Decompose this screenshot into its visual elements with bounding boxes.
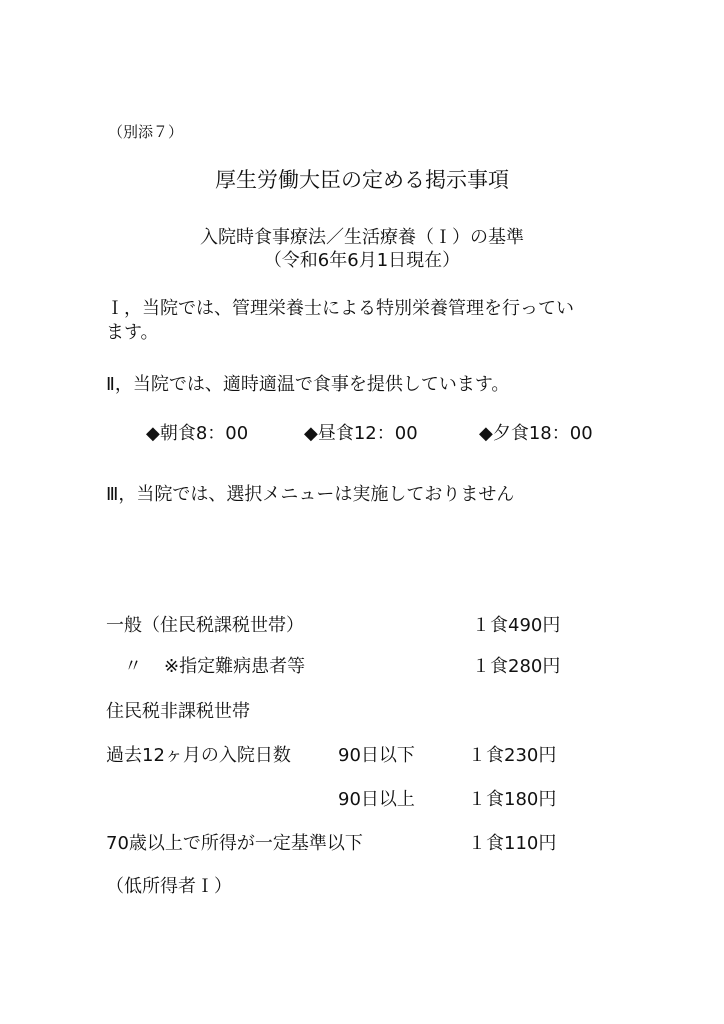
fee-intractable-price: １食280円 xyxy=(472,656,561,677)
fee-days-label: 過去12ヶ月の入院日数 xyxy=(106,745,291,766)
fee-elderly-label: 70歳以上で所得が一定基準以下 xyxy=(106,833,363,854)
fee-elderly-note: （低所得者Ｉ） xyxy=(106,876,232,897)
fee-general-price: １食490円 xyxy=(472,615,561,636)
fee-nontaxable-label: 住民税非課税世帯 xyxy=(106,701,250,722)
meal-time-lunch: ◆昼食12：00 xyxy=(304,423,418,444)
fee-under90-price: １食230円 xyxy=(468,745,557,766)
meal-time-dinner: ◆夕食18：00 xyxy=(479,423,593,444)
item-2: Ⅱ，当院では、適時適温で食事を提供しています。 xyxy=(106,374,510,395)
fee-under90-label: 90日以下 xyxy=(338,745,415,766)
fee-over90-price: １食180円 xyxy=(468,789,557,810)
fee-intractable-label: ※指定難病患者等 xyxy=(164,656,306,677)
fee-elderly-price: １食110円 xyxy=(468,833,557,854)
item-1-line-1: Ｉ，当院では、管理栄養士による特別栄養管理を行ってい xyxy=(106,298,574,319)
page-title: 厚生労働大臣の定める掲示事項 xyxy=(215,168,509,192)
attachment-label: （別添７） xyxy=(108,123,184,141)
ditto-mark: 〃 xyxy=(124,656,142,677)
meal-time-breakfast: ◆朝食8：00 xyxy=(146,423,249,444)
fee-general-label: 一般（住民税課税世帯） xyxy=(106,615,304,636)
item-3: Ⅲ，当院では、選択メニューは実施しておりません xyxy=(106,484,515,505)
fee-over90-label: 90日以上 xyxy=(338,789,415,810)
date-note: （令和6年6月1日現在） xyxy=(263,250,461,271)
item-1-line-2: ます。 xyxy=(106,322,159,343)
subtitle: 入院時食事療法／生活療養（Ｉ）の基準 xyxy=(200,227,524,248)
